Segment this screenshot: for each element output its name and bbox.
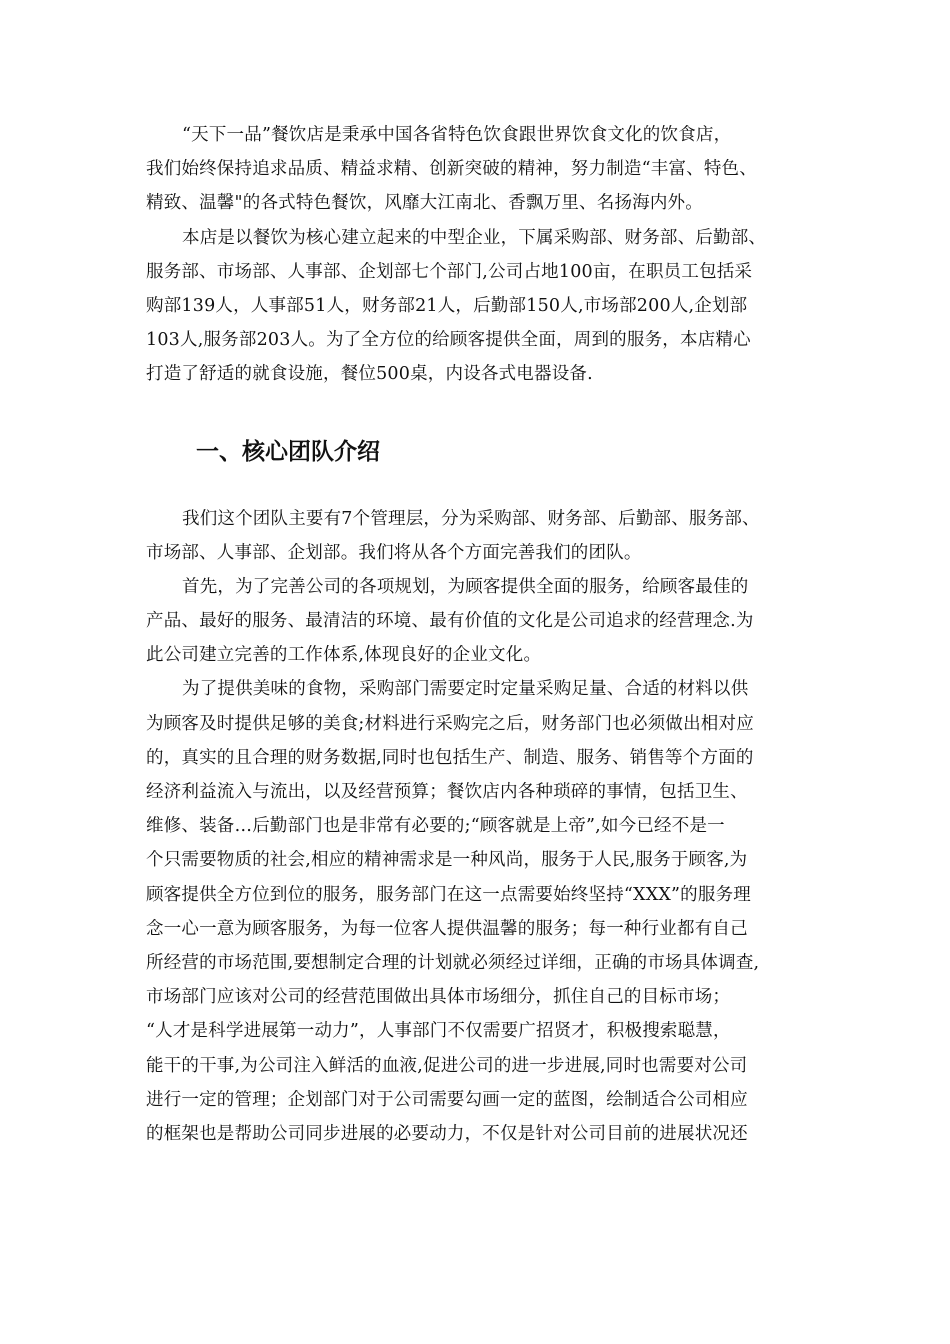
section-paragraph-1 [146, 502, 826, 570]
text-line: 念一心一意为顾客服务，为每一位客人提供温馨的服务；每一种行业都有自己 [146, 918, 748, 939]
text-line: 为顾客及时提供足够的美食;材料进行采购完之后，财务部门也必须做出相对应 [146, 713, 754, 734]
text-line: 的，真实的且合理的财务数据,同时也包括生产、制造、服务、销售等个方面的 [146, 747, 754, 768]
text-line: 市场部门应该对公司的经营范围做出具体市场细分，抓住自己的目标市场； [146, 987, 731, 1008]
text-line: 精致、温馨"的各式特色餐饮，风靡大江南北、香飘万里、名扬海内外。 [146, 193, 703, 214]
section-heading: 一、核心团队介绍 [196, 438, 380, 465]
text-line: 购部139人，人事部51人，财务部21人，后勤部150人,市场部200人,企划部 [146, 295, 748, 316]
text-line: 维修、装备…后勤部门也是非常有必要的;“顾客就是上帝”,如今已经不是一 [146, 816, 725, 837]
text-line: 本店是以餐饮为核心建立起来的中型企业，下属采购部、财务部、后勤部、 [182, 227, 767, 248]
intro-paragraph-2 [146, 221, 826, 392]
text-line: 能干的干事,为公司注入鲜活的血液,促进公司的进一步进展,同时也需要对公司 [146, 1055, 748, 1076]
intro-paragraph-1 [146, 118, 826, 221]
section-paragraph-3 [146, 672, 826, 1151]
text-line: 我们始终保持追求品质、精益求精、创新突破的精神，努力制造“丰富、特色、 [146, 159, 757, 180]
text-line: 103人,服务部203人。为了全方位的给顾客提供全面，周到的服务，本店精心 [146, 330, 751, 351]
text-line: 进行一定的管理；企划部门对于公司需要勾画一定的蓝图，绘制适合公司相应 [146, 1089, 748, 1110]
text-line: 我们这个团队主要有7个管理层，分为采购部、财务部、后勤部、服务部、 [182, 508, 760, 529]
text-line: 市场部、人事部、企划部。我们将从各个方面完善我们的团队。 [146, 542, 642, 563]
text-line: 产品、最好的服务、最清洁的环境、最有价值的文化是公司追求的经营理念.为 [146, 611, 754, 632]
text-line: 所经营的市场范围,要想制定合理的计划就必须经过详细，正确的市场具体调查, [146, 952, 760, 973]
text-line: 经济利益流入与流出，以及经营预算；餐饮店内各种琐碎的事情，包括卫生、 [146, 782, 748, 802]
document-body [146, 118, 826, 1151]
text-line: “天下一品”餐饮店是秉承中国各省特色饮食跟世界饮食文化的饮食店， [182, 125, 732, 145]
text-line: 打造了舒适的就食设施，餐位500桌，内设各式电器设备. [146, 364, 593, 385]
text-line: 顾客提供全方位到位的服务，服务部门在这一点需要始终坚持“XXX”的服务理 [146, 884, 751, 905]
text-line: 此公司建立完善的工作体系,体现良好的企业文化。 [146, 645, 542, 666]
text-line: 首先，为了完善公司的各项规划，为顾客提供全面的服务，给顾客最佳的 [182, 576, 749, 597]
text-line: 为了提供美味的食物，采购部门需要定时定量采购足量、合适的材料以供 [182, 679, 749, 700]
text-line: “人才是科学进展第一动力”，人事部门不仅需要广招贤才，积极搜索聪慧， [146, 1021, 731, 1042]
text-line: 的框架也是帮助公司同步进展的必要动力，不仅是针对公司目前的进展状况还 [146, 1123, 748, 1144]
text-line: 个只需要物质的社会,相应的精神需求是一种风尚，服务于人民,服务于顾客,为 [146, 850, 748, 871]
section-paragraph-2 [146, 570, 826, 673]
text-line: 服务部、市场部、人事部、企划部七个部门,公司占地100亩，在职员工包括采 [146, 261, 753, 282]
